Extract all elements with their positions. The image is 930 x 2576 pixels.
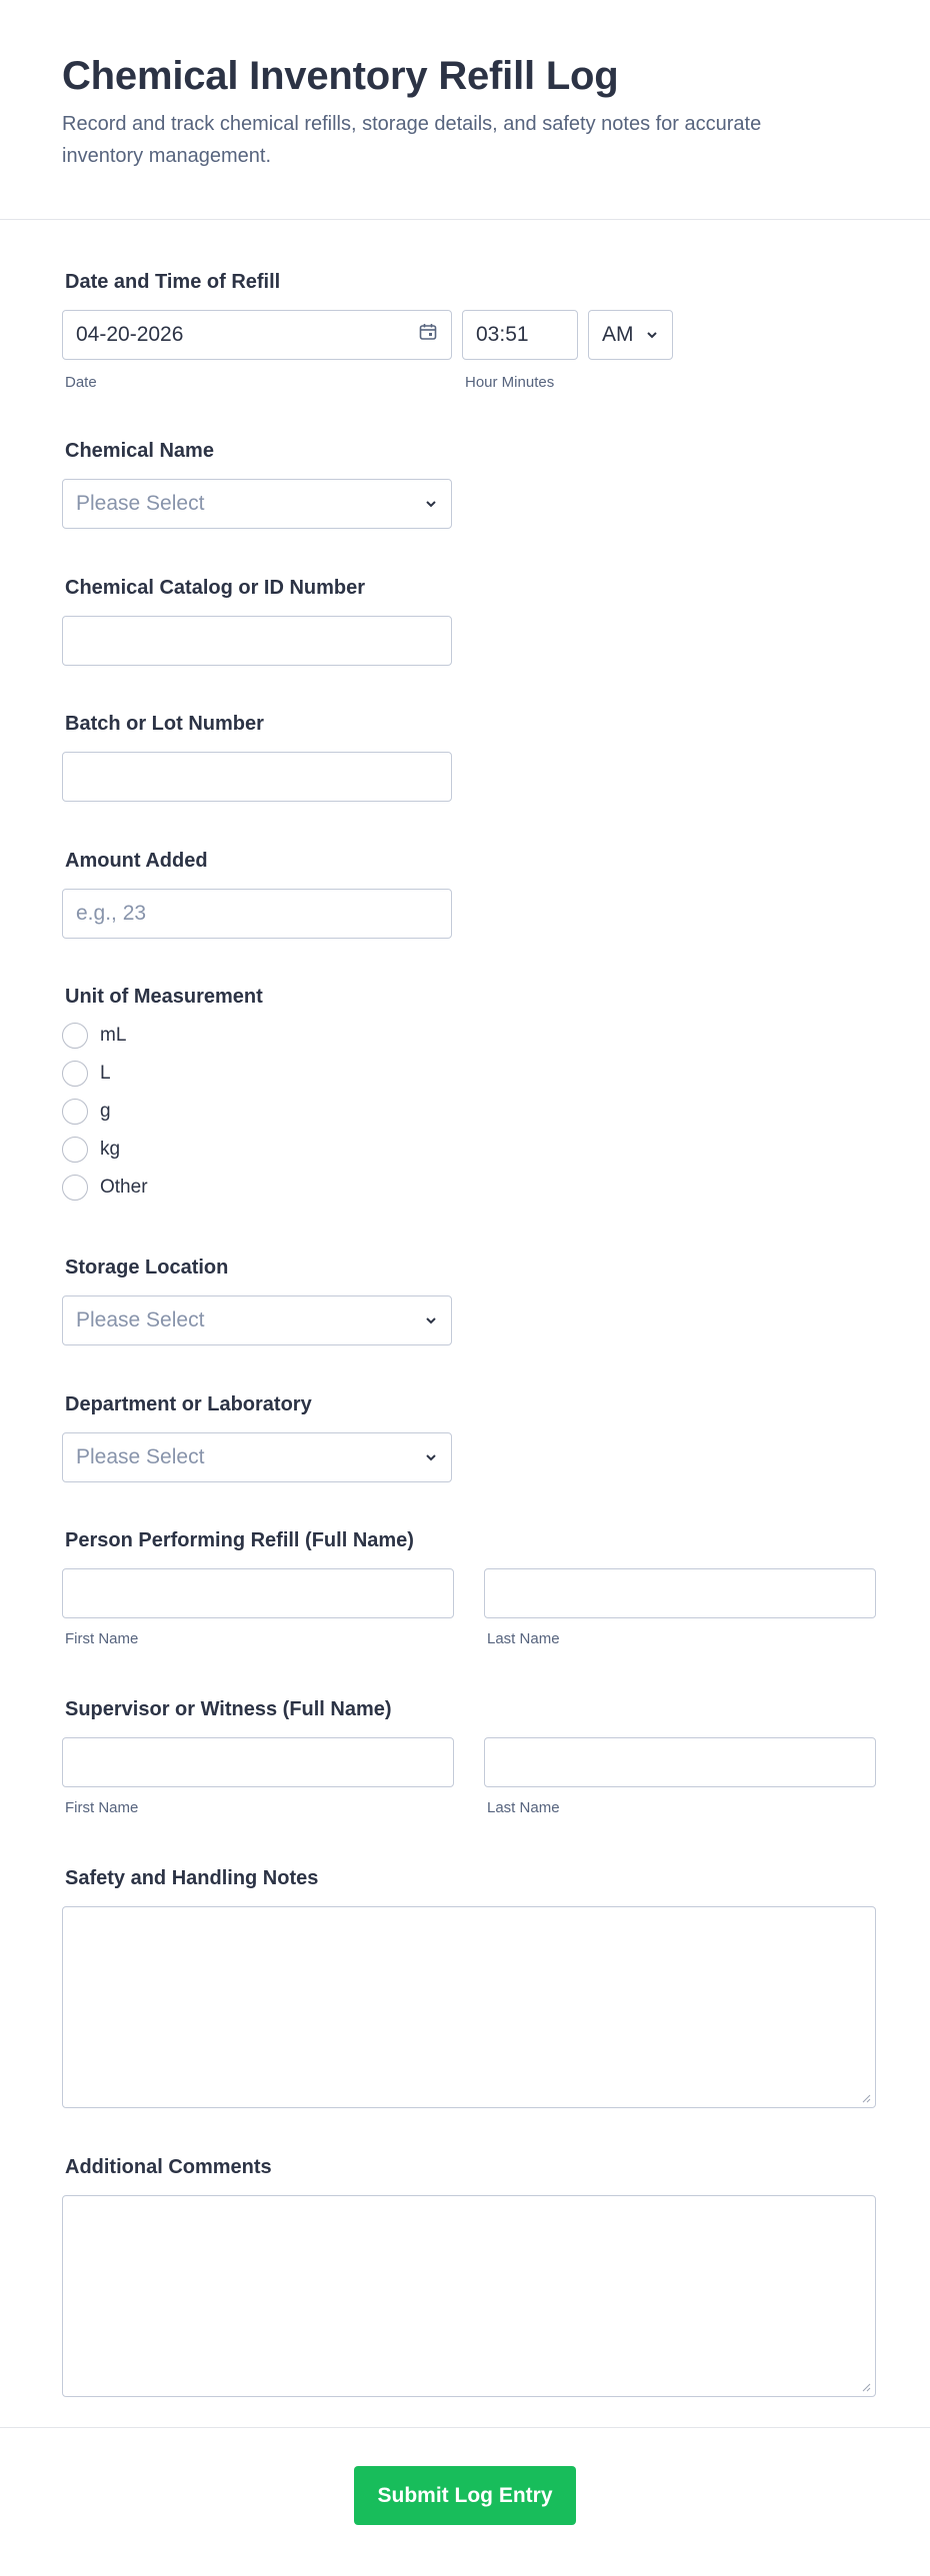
unit-option-g[interactable] xyxy=(62,1093,263,1131)
department-placeholder: Please Select xyxy=(76,1445,205,1468)
person-field xyxy=(62,1528,876,1648)
chemical-name-field xyxy=(62,439,452,529)
form-footer xyxy=(0,2427,930,2576)
unit-option-kg[interactable] xyxy=(62,1131,263,1169)
form-header xyxy=(0,0,930,220)
supervisor-last-name-input[interactable] xyxy=(484,1737,876,1787)
unit-option-l[interactable] xyxy=(62,1055,263,1093)
radio-button[interactable] xyxy=(62,1061,88,1087)
chevron-down-icon xyxy=(424,1313,438,1327)
ampm-select[interactable] xyxy=(588,310,673,360)
safety-textarea[interactable] xyxy=(62,1906,876,2108)
radio-button[interactable] xyxy=(62,1023,88,1049)
datetime-field xyxy=(62,270,673,392)
chemical-name-placeholder: Please Select xyxy=(76,492,205,515)
unit-option-label: L xyxy=(100,1063,111,1084)
catalog-label: Chemical Catalog or ID Number xyxy=(65,577,366,599)
comments-textarea[interactable] xyxy=(62,2195,876,2397)
amount-field xyxy=(62,849,452,939)
unit-option-label: g xyxy=(100,1101,111,1122)
storage-label: Storage Location xyxy=(65,1257,229,1279)
chevron-down-icon xyxy=(424,1450,438,1464)
comments-field xyxy=(62,2155,876,2397)
supervisor-first-name-input[interactable] xyxy=(62,1737,454,1787)
date-sublabel: Date xyxy=(65,374,97,391)
unit-option-label: Other xyxy=(100,1177,148,1198)
storage-select[interactable] xyxy=(62,1295,452,1345)
supervisor-first-name-sublabel: First Name xyxy=(65,1799,139,1816)
amount-input[interactable] xyxy=(62,889,452,939)
department-select[interactable] xyxy=(62,1432,452,1482)
batch-field xyxy=(62,712,452,802)
department-field xyxy=(62,1392,452,1482)
batch-label: Batch or Lot Number xyxy=(65,713,264,735)
catalog-field xyxy=(62,576,452,666)
page-title: Chemical Inventory Refill Log xyxy=(62,54,619,98)
person-first-name-input[interactable] xyxy=(62,1568,454,1618)
calendar-icon[interactable] xyxy=(418,322,438,348)
department-label: Department or Laboratory xyxy=(65,1393,312,1415)
chemical-name-select[interactable] xyxy=(62,479,452,529)
person-last-name-input[interactable] xyxy=(484,1568,876,1618)
storage-field xyxy=(62,1256,452,1345)
unit-field xyxy=(62,985,263,1207)
radio-button[interactable] xyxy=(62,1099,88,1125)
radio-button[interactable] xyxy=(62,1137,88,1163)
unit-option-label: kg xyxy=(100,1139,121,1160)
page-description: Record and track chemical refills, storage details, and safety notes for accurate inventory management. xyxy=(62,113,762,167)
time-sublabel: Hour Minutes xyxy=(465,374,555,391)
resize-handle-icon[interactable] xyxy=(861,2093,871,2103)
radio-button[interactable] xyxy=(62,1175,88,1201)
batch-input[interactable] xyxy=(62,752,452,802)
chevron-down-icon xyxy=(645,328,659,342)
submit-button[interactable]: Submit Log Entry xyxy=(354,2466,576,2525)
ampm-value: AM xyxy=(602,323,634,346)
datetime-label: Date and Time of Refill xyxy=(65,271,281,293)
person-label: Person Performing Refill (Full Name) xyxy=(65,1529,414,1551)
person-last-name-sublabel: Last Name xyxy=(487,1630,560,1647)
time-input[interactable] xyxy=(462,310,578,360)
amount-label: Amount Added xyxy=(65,850,208,872)
date-input[interactable] xyxy=(62,310,452,360)
date-value: 04-20-2026 xyxy=(76,323,184,346)
unit-label: Unit of Measurement xyxy=(65,986,263,1008)
resize-handle-icon[interactable] xyxy=(861,2382,871,2392)
supervisor-label: Supervisor or Witness (Full Name) xyxy=(65,1698,392,1720)
chevron-down-icon xyxy=(424,497,438,511)
safety-field xyxy=(62,1866,876,2108)
comments-label: Additional Comments xyxy=(65,2156,272,2178)
unit-option-label: mL xyxy=(100,1025,127,1046)
safety-label: Safety and Handling Notes xyxy=(65,1867,319,1889)
supervisor-last-name-sublabel: Last Name xyxy=(487,1799,560,1816)
amount-placeholder: e.g., 23 xyxy=(76,902,147,925)
unit-option-ml[interactable] xyxy=(62,1017,263,1055)
storage-placeholder: Please Select xyxy=(76,1308,205,1331)
person-first-name-sublabel: First Name xyxy=(65,1630,139,1647)
supervisor-field xyxy=(62,1697,876,1817)
chemical-name-label: Chemical Name xyxy=(65,440,214,462)
time-value: 03:51 xyxy=(476,323,529,346)
unit-option-other[interactable] xyxy=(62,1169,263,1207)
catalog-input[interactable] xyxy=(62,616,452,666)
